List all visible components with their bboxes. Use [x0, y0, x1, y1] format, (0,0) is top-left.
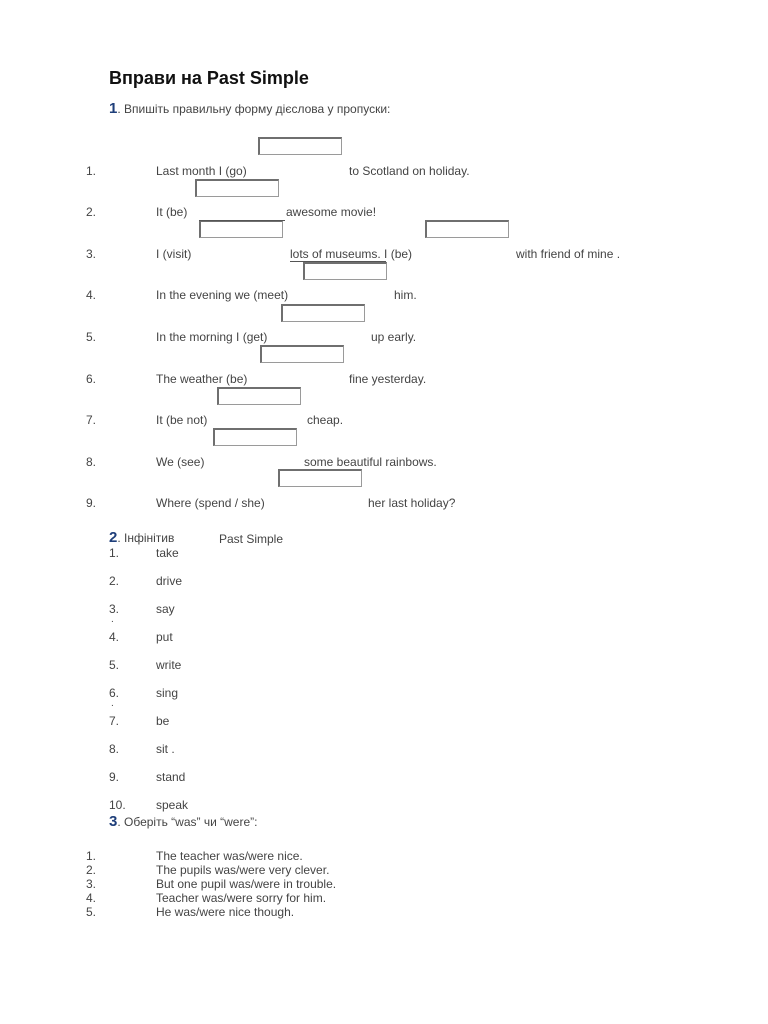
list-item-number: 2.	[86, 863, 97, 877]
list-item-number: 5.	[86, 330, 97, 344]
item-text: cheap.	[307, 413, 344, 427]
answer-box-9[interactable]	[278, 469, 362, 487]
list-item-number: 4.	[86, 288, 97, 302]
list-item-number: 5.	[86, 905, 97, 919]
item-text: lots of museums. I (be)	[290, 247, 413, 261]
verb: stand	[156, 770, 186, 784]
verb: take	[156, 546, 179, 560]
item-text: In the morning I (get)	[156, 330, 268, 344]
list-item-number: 10.	[109, 798, 126, 812]
list-item-number: 8.	[109, 742, 120, 756]
section3-instructions: . Оберіть “was” чи “were”:	[117, 815, 258, 829]
section3-number: 3	[109, 813, 118, 830]
answer-box-5[interactable]	[281, 304, 365, 322]
list-item-number: 7.	[109, 714, 120, 728]
verb: write	[156, 658, 182, 672]
list-item-number: 3.	[109, 602, 120, 616]
verb: drive	[156, 574, 183, 588]
answer-box-3a[interactable]	[199, 220, 283, 238]
verb: be	[156, 714, 170, 728]
section2-col2-header: Past Simple	[219, 532, 284, 546]
stray-mark: .	[111, 698, 114, 709]
list-item-number: 1.	[109, 546, 120, 560]
answer-box-4[interactable]	[303, 262, 387, 280]
list-item-number: 9.	[109, 770, 120, 784]
page-title: Вправи на Past Simple	[109, 68, 309, 88]
list-item-number: 4.	[86, 891, 97, 905]
item-text: It (be)	[156, 205, 188, 219]
verb: speak	[156, 798, 189, 812]
list-item-number: 2.	[109, 574, 120, 588]
item-text: awesome movie!	[286, 205, 377, 219]
item-text: up early.	[371, 330, 417, 344]
stray-mark: .	[111, 614, 114, 625]
item-text: We (see)	[156, 455, 205, 469]
list-item-number: 7.	[86, 413, 97, 427]
list-item-number: 1.	[86, 849, 97, 863]
item-text: In the evening we (meet)	[156, 288, 289, 302]
list-item-number: 2.	[86, 205, 97, 219]
item-text: The pupils was/were very clever.	[156, 863, 330, 877]
item-text: with friend of mine .	[516, 247, 621, 261]
verb: put	[156, 630, 173, 644]
item-text: He was/were nice though.	[156, 905, 295, 919]
list-item-number: 1.	[86, 164, 97, 178]
list-item-number: 6.	[86, 372, 97, 386]
answer-box-1[interactable]	[258, 137, 342, 155]
list-item-number: 6.	[109, 686, 120, 700]
list-item-number: 4.	[109, 630, 120, 644]
section1-instructions: . Впишіть правильну форму дієслова у пропуски:	[117, 102, 391, 116]
section2-heading	[109, 529, 174, 546]
list-item-number: 5.	[109, 658, 120, 672]
list-item-number: 3.	[86, 877, 97, 891]
section2-col1-header: . Інфінітив	[117, 531, 175, 545]
answer-box-2[interactable]	[195, 179, 279, 197]
item-text: I (visit)	[156, 247, 192, 261]
list-item-number: 8.	[86, 455, 97, 469]
section3-heading	[109, 813, 257, 830]
answer-box-7[interactable]	[217, 387, 301, 405]
item-text: to Scotland on holiday.	[349, 164, 470, 178]
item-text: Teacher was/were sorry for him.	[156, 891, 327, 905]
answer-box-8[interactable]	[213, 428, 297, 446]
item-text: The weather (be)	[156, 372, 248, 386]
item-text: Where (spend / she)	[156, 496, 265, 510]
list-item-number: 3.	[86, 247, 97, 261]
item-text: It (be not)	[156, 413, 208, 427]
underline	[199, 220, 285, 221]
verb: sing	[156, 686, 179, 700]
section1-heading	[109, 100, 390, 117]
answer-box-6[interactable]	[260, 345, 344, 363]
underline	[290, 261, 386, 262]
section1-number: 1	[109, 100, 118, 117]
item-text: fine yesterday.	[349, 372, 427, 386]
item-text: But one pupil was/were in trouble.	[156, 877, 337, 891]
item-text: The teacher was/were nice.	[156, 849, 303, 863]
answer-box-3b[interactable]	[425, 220, 509, 238]
item-text: some beautiful rainbows.	[304, 455, 437, 469]
item-text: him.	[394, 288, 417, 302]
verb: sit .	[156, 742, 175, 756]
item-text: her last holiday?	[368, 496, 456, 510]
section2-number: 2	[109, 529, 118, 546]
item-text: Last month I (go)	[156, 164, 247, 178]
verb: say	[156, 602, 175, 616]
list-item-number: 9.	[86, 496, 97, 510]
